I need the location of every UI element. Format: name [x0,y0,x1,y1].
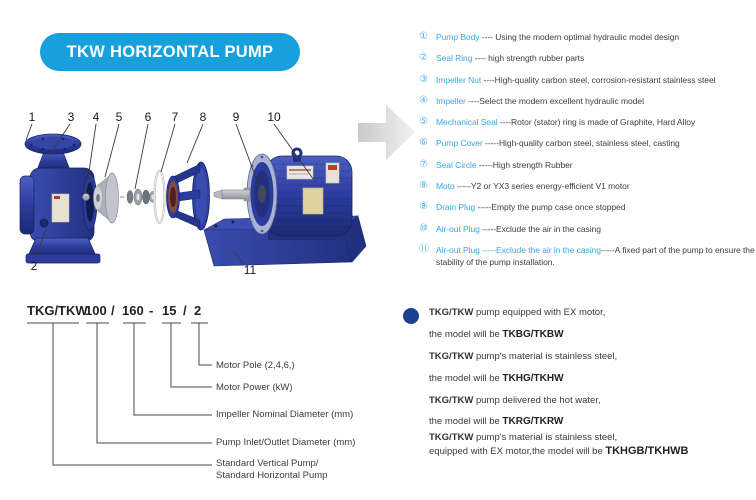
part-description: ----Rotor (stator) ring is made of Graphite, Hard Alloy [497,117,696,128]
note-text: pump equipped with EX motor, [473,307,606,318]
part-number: 3 [67,110,75,124]
part-description: ----High-quality carbon steel, corrosion-resistant stainless steel [481,74,716,85]
part-name: Mechanical Seal [436,117,498,128]
part-number: 1 [28,110,36,124]
part-number: 4 [92,110,100,124]
seal-circle-o-ring [155,171,165,223]
bullet-icon [403,308,419,324]
circled-number-icon: ② [419,52,428,64]
motor-nameplate [287,166,313,179]
circled-number-icon: ⑧ [419,180,428,192]
model-code: TKRG/TKRW [502,416,564,427]
model-separator: - [149,303,154,318]
note-line [429,416,563,427]
model-segment-pole: 2 [194,303,202,318]
list-item [419,74,756,86]
note-text: pump's material is stainless steel, [473,432,618,443]
part-name: Air-out Plug -----Exclude the air in the casing [436,244,601,255]
note-line [429,329,564,340]
drain-plug [40,219,48,227]
part-name: Pump Body [436,32,480,42]
list-item [419,244,756,268]
label-impeller-diameter: Impeller Nominal Diameter (mm) [216,409,354,420]
motor-shaft [214,188,250,201]
circled-number-icon: ① [419,31,428,42]
list-item [419,223,756,235]
note-lead: TKG/TKW [429,307,474,318]
list-item [419,95,756,107]
note-text: the model will be [429,329,503,340]
part-number: 7 [171,110,179,124]
list-item [419,137,756,149]
part-name: Air-out Plug [436,223,480,234]
model-segment-inlet: 100 [85,303,107,318]
part-description: ---- high strength rubber parts [472,53,585,64]
model-separator: / [183,303,187,318]
pump-exploded-diagram [0,88,430,300]
label-inlet-outlet: Pump Inlet/Outlet Diameter (mm) [216,437,356,448]
part-number: 10 [267,110,281,124]
part-description: -----High strength Rubber [476,159,573,170]
note-text: equipped with EX motor,the model will be [429,446,606,457]
model-separator: / [111,303,115,318]
circled-number-icon: ⑤ [419,116,428,128]
part-description: -----Y2 or YX3 series energy-efficient V1 motor [454,181,630,192]
part-number: 5 [115,110,123,124]
impeller [94,173,119,223]
parts-list [419,31,756,277]
note-text: pump delivered the hot water, [473,395,601,406]
circled-number-icon: ③ [419,73,428,85]
part-description: ----Select the modern excellent hydraulic model [465,95,644,106]
list-item [419,201,756,213]
note-text: the model will be [429,416,503,427]
list-item [419,159,756,171]
note-line [429,351,617,362]
list-item [419,180,756,192]
part-name: Seal Circle [436,159,477,170]
list-item [419,31,756,43]
circled-number-icon: ④ [419,94,428,106]
circled-number-icon: ⑥ [419,137,428,149]
model-segment-power: 15 [162,303,177,318]
part-name: Drain Plug [436,202,476,213]
title-banner [40,33,300,71]
label-motor-power: Motor Power (kW) [216,382,293,393]
label-standard-vertical: Standard Vertical Pump/ [216,458,319,469]
note-lead: TKG/TKW [429,432,474,443]
note-lead: TKG/TKW [429,395,474,406]
circled-number-icon: ⑩ [419,222,428,234]
model-code: TKBG/TKBW [502,329,564,340]
label-motor-pole: Motor Pole (2,4,6,) [216,360,295,371]
part-name: Moto [436,181,455,192]
note-text: pump's material is stainless steel, [473,351,618,362]
note-line [429,432,617,443]
part-number: 8 [199,110,207,124]
mechanical-seal [127,189,156,205]
note-line [429,373,564,384]
page-title: TKW HORIZONTAL PUMP [66,42,274,61]
note-lead: TKG/TKW [429,351,474,362]
label-standard-horizontal: Standard Horizontal Pump [216,469,328,481]
list-item [419,52,756,64]
model-code: TKHG/TKHW [502,373,564,384]
note-line [429,395,601,406]
circled-number-icon: ⑪ [419,243,429,255]
note-line [429,445,689,457]
part-description: -----High-quality carbon steel, stainless steel, casting [482,138,680,149]
part-description: -----A fixed part of the pump to ensure the stability of the pump installation. [436,244,755,267]
part-description: -----Exclude the air in the casing [479,223,601,234]
circled-number-icon: ⑨ [419,201,428,213]
note-text: the model will be [429,373,503,384]
circled-number-icon: ⑦ [419,158,428,170]
list-item [419,116,756,128]
part-name: Seal Ring [436,53,473,64]
part-number: 6 [144,110,152,124]
part-number: 11 [243,263,257,277]
part-number: 2 [30,259,38,273]
model-segment-series: TKG/TKW [27,303,88,318]
pump-cover [167,162,210,230]
right-arrow-icon [358,105,415,160]
part-name: Impeller Nut [436,74,482,85]
impeller-nut [83,194,90,201]
part-name: Pump Cover [436,138,483,149]
motor-label-yellow [303,188,323,214]
part-description: -----Empty the pump case once stopped [475,202,626,213]
part-number: 9 [232,110,240,124]
note-line [429,307,605,318]
model-code: TKHGB/TKHWB [605,445,689,457]
part-name: Impeller [436,95,466,106]
part-description: ---- Using the modern optimal hydraulic model design [479,32,680,42]
model-segment-impeller: 160 [122,303,144,318]
nomenclature-callout-lines [0,295,400,495]
label-standard-pump [216,458,327,481]
